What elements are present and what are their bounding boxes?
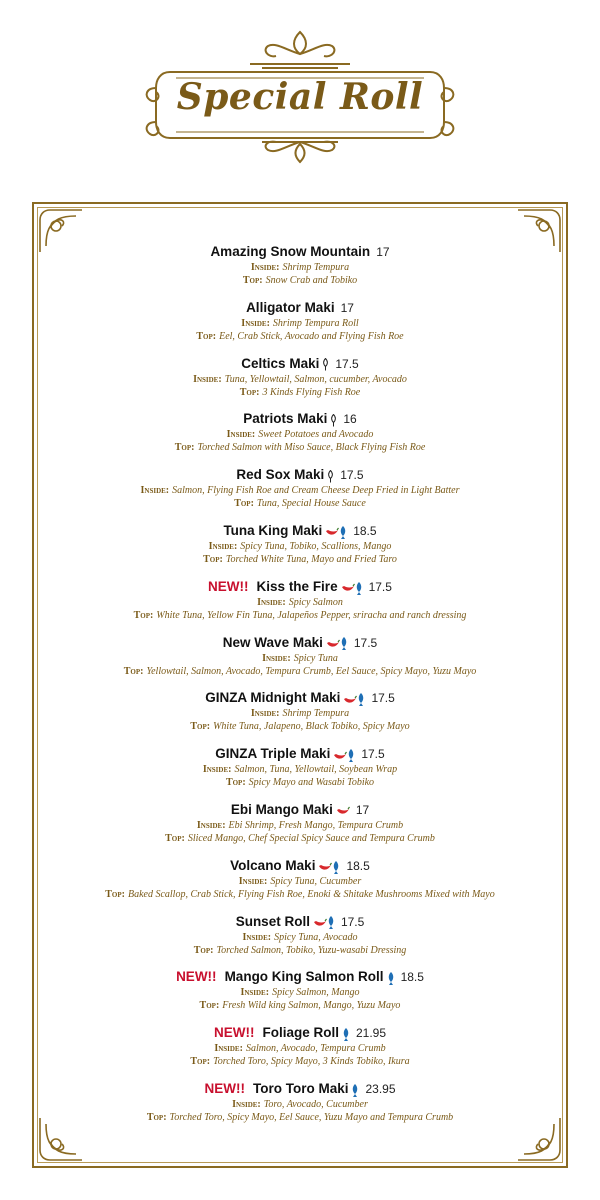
menu-item-name: GINZA Triple Maki: [215, 746, 331, 762]
menu-item-heading: [40, 744, 560, 763]
menu-item-price: 16: [343, 412, 357, 427]
inside-label: Inside:: [232, 1098, 261, 1110]
inside-text: Salmon, Tuna, Yellowtail, Soybean Wrap: [234, 764, 398, 776]
menu-item-heading: [40, 409, 560, 428]
menu-item-heading: [40, 354, 560, 373]
inside-label: Inside:: [214, 1043, 243, 1055]
menu-item-name: Volcano Maki: [230, 857, 316, 873]
inside-label: Inside:: [208, 540, 238, 552]
menu-item-name: Alligator Maki: [246, 299, 335, 315]
menu-item-inside: [40, 707, 560, 720]
menu-item-name: Mango King Salmon Roll: [224, 969, 384, 985]
menu-item-price: 17.5: [371, 691, 395, 706]
menu-item-price: 17.5: [340, 914, 365, 929]
menu-item-top: [40, 609, 560, 622]
chili-icon: [343, 695, 357, 705]
menu-item-top: [40, 330, 560, 343]
menu-item-inside: [40, 819, 560, 832]
top-label: Top:: [190, 721, 211, 733]
inside-label: Inside:: [193, 373, 222, 385]
leaf-icon: [327, 470, 334, 483]
top-text: Spicy Mayo and Wasabi Tobiko: [248, 777, 375, 789]
menu-item-name: GINZA Midnight Maki: [205, 690, 341, 706]
raw-fish-icon: [327, 916, 335, 929]
top-label: Top:: [174, 442, 195, 454]
menu-item-heading: [40, 465, 560, 484]
menu-item-top: [40, 497, 560, 510]
menu-item-icons: [313, 913, 335, 932]
leaf-icon: [322, 358, 329, 371]
menu-item-price: 17.5: [353, 635, 378, 650]
inside-text: Salmon, Flying Fish Roe and Cream Cheese Deep Fried in Light Batter: [172, 485, 460, 497]
chili-icon: [313, 918, 327, 928]
menu-item: [40, 1023, 560, 1079]
top-text: Yellowtail, Salmon, Avocado, Tempura Crumb, Eel Sauce, Spicy Mayo, Yuzu Mayo: [146, 665, 477, 677]
menu-item-inside: [40, 428, 560, 441]
menu-item: [40, 1079, 560, 1135]
menu-item-price: 18.5: [346, 858, 370, 873]
inside-text: Spicy Tuna, Cucumber: [270, 875, 362, 887]
menu-item: [40, 521, 560, 577]
menu-item-icons: [322, 355, 329, 374]
menu-item-inside: [40, 261, 560, 274]
top-text: 3 Kinds Flying Fish Roe: [262, 386, 361, 398]
top-text: Eel, Crab Stick, Avocado and Flying Fish Roe: [219, 330, 404, 342]
menu-item-top: [40, 1055, 560, 1068]
menu-item-inside: [40, 763, 560, 776]
top-text: Tuna, Special House Sauce: [256, 498, 366, 510]
top-text: Torched Salmon with Miso Sauce, Black Flying Fish Roe: [197, 442, 426, 454]
menu-item-name: Celtics Maki: [241, 355, 320, 371]
leaf-icon: [330, 414, 337, 427]
menu-item-heading: [40, 577, 560, 596]
menu-item-inside: [40, 540, 560, 553]
inside-label: Inside:: [140, 485, 170, 497]
chili-icon: [318, 862, 332, 872]
top-text: Fresh Wild king Salmon, Mango, Yuzu Mayo: [222, 1000, 401, 1012]
top-text: Torched Salmon, Tobiko, Yuzu-wasabi Dressing: [216, 944, 407, 956]
menu-item-heading: [40, 856, 560, 875]
menu-item-icons: [341, 578, 363, 597]
menu-item-price: 17.5: [368, 579, 392, 594]
menu-item-top: [40, 720, 560, 733]
menu-item-inside: [40, 875, 560, 888]
top-label: Top:: [242, 275, 263, 286]
menu-item-icons: [351, 1080, 359, 1099]
top-text: Torched White Tuna, Mayo and Fried Taro: [225, 553, 397, 565]
inside-label: Inside:: [238, 875, 268, 887]
menu-item-top: [40, 274, 560, 287]
menu-item-icons: [327, 466, 334, 485]
inside-text: Sweet Potatoes and Avocado: [258, 429, 374, 441]
menu-item-top: [40, 999, 560, 1012]
menu-item: [40, 912, 560, 968]
menu-item-icons: [343, 689, 365, 708]
top-text: Torched Toro, Spicy Mayo, 3 Kinds Tobiko, Ikura: [213, 1056, 410, 1068]
menu-item-price: 21.95: [355, 1026, 387, 1041]
menu-item-top: [40, 441, 560, 454]
inside-text: Shrimp Tempura Roll: [272, 317, 359, 329]
inside-text: Shrimp Tempura: [282, 708, 350, 720]
menu-item-icons: [336, 801, 350, 820]
menu-item-inside: [40, 986, 560, 999]
raw-fish-icon: [347, 749, 355, 762]
new-badge: NEW!!: [208, 578, 249, 594]
menu-item-top: [40, 776, 560, 789]
inside-text: Salmon, Avocado, Tempura Crumb: [245, 1043, 386, 1055]
top-label: Top:: [105, 888, 125, 900]
menu-item-heading: [40, 521, 560, 540]
menu-item: [40, 242, 560, 298]
top-label: Top:: [146, 1111, 167, 1123]
chili-icon: [336, 806, 350, 816]
menu-item-name: Ebi Mango Maki: [230, 801, 333, 817]
menu-item-inside: [40, 931, 560, 944]
menu-item-name: Foliage Roll: [262, 1025, 339, 1041]
menu-item: [40, 688, 560, 744]
menu-item: [40, 967, 560, 1023]
chili-icon: [341, 583, 355, 593]
inside-label: Inside:: [196, 819, 226, 831]
inside-label: Inside:: [257, 596, 286, 608]
menu-item-inside: [40, 1098, 560, 1111]
menu-item-name: Red Sox Maki: [236, 467, 325, 483]
menu-item-heading: [40, 912, 560, 931]
inside-label: Inside:: [226, 429, 256, 441]
inside-text: Spicy Tuna, Avocado: [274, 931, 358, 943]
inside-label: Inside:: [250, 262, 280, 273]
inside-label: Inside:: [202, 764, 232, 776]
inside-label: Inside:: [250, 708, 280, 720]
menu-item-name: New Wave Maki: [222, 634, 323, 650]
menu-item-price: 17.5: [361, 747, 385, 762]
top-text: White Tuna, Jalapeno, Black Tobiko, Spicy Mayo: [213, 721, 410, 733]
menu-item: [40, 409, 560, 465]
menu-item-top: [40, 1111, 560, 1124]
inside-text: Spicy Tuna: [293, 652, 338, 664]
menu-item-top: [40, 944, 560, 957]
top-label: Top:: [193, 944, 214, 956]
page-title: Special Roll: [176, 76, 424, 118]
inside-text: Shrimp Tempura: [282, 262, 350, 273]
top-text: Torched Toro, Spicy Mayo, Eel Sauce, Yuzu Mayo and Tempura Crumb: [169, 1111, 454, 1123]
menu-item-name: Kiss the Fire: [256, 578, 338, 594]
menu-item-top: [40, 553, 560, 566]
top-label: Top:: [234, 498, 254, 510]
top-text: Sliced Mango, Chef Special Spicy Sauce and Tempura Crumb: [187, 832, 435, 844]
top-text: Baked Scallop, Crab Stick, Flying Fish Roe, Enoki & Shitake Mushrooms Mixed with Mayo: [127, 888, 495, 900]
menu-item-price: 17: [355, 802, 370, 817]
menu-item: [40, 354, 560, 410]
menu-item-price: 17.5: [340, 468, 364, 483]
menu-item: [40, 577, 560, 633]
menu-items-list: [40, 242, 560, 1135]
menu-item-icons: [342, 1024, 350, 1043]
menu-item-name: Tuna King Maki: [223, 522, 323, 538]
inside-label: Inside:: [242, 931, 272, 943]
menu-item-heading: [40, 688, 560, 707]
menu-item-heading: [40, 1079, 560, 1098]
chili-icon: [325, 527, 339, 537]
menu-item-top: [40, 665, 560, 678]
inside-label: Inside:: [262, 652, 291, 664]
menu-item-price: 23.95: [365, 1081, 396, 1096]
menu-item: [40, 744, 560, 800]
menu-item-name: Patriots Maki: [243, 411, 328, 427]
menu-item-top: [40, 832, 560, 845]
inside-text: Spicy Salmon: [288, 596, 343, 608]
inside-text: Spicy Salmon, Mango: [272, 987, 360, 999]
menu-item-heading: [40, 242, 560, 261]
top-label: Top:: [190, 1056, 211, 1068]
menu-item-inside: [40, 596, 560, 609]
menu-item-heading: [40, 633, 560, 652]
menu-item-icons: [330, 410, 337, 429]
new-badge: NEW!!: [213, 1025, 255, 1041]
menu-item-price: 17: [340, 300, 354, 315]
top-label: Top:: [225, 777, 246, 789]
menu-item-inside: [40, 1042, 560, 1055]
menu-item-icons: [325, 522, 347, 541]
menu-item-inside: [40, 484, 560, 497]
raw-fish-icon: [339, 526, 347, 539]
top-label: Top:: [239, 386, 260, 398]
menu-item-top: [40, 386, 560, 399]
inside-text: Toro, Avocado, Cucumber: [263, 1098, 368, 1110]
new-badge: NEW!!: [176, 969, 217, 985]
top-text: Snow Crab and Tobiko: [265, 275, 358, 286]
menu-item-heading: [40, 1023, 560, 1042]
menu-item-heading: [40, 800, 560, 819]
menu-item-name: Toro Toro Maki: [252, 1080, 349, 1096]
chili-icon: [333, 751, 347, 761]
menu-item-price: 18.5: [400, 970, 424, 985]
new-badge: NEW!!: [204, 1080, 245, 1096]
menu-item: [40, 800, 560, 856]
menu-item-inside: [40, 652, 560, 665]
raw-fish-icon: [355, 582, 363, 595]
top-label: Top:: [123, 665, 144, 677]
top-label: Top:: [203, 553, 223, 565]
menu-item-icons: [387, 968, 395, 987]
inside-label: Inside:: [240, 987, 270, 999]
top-label: Top:: [133, 609, 154, 621]
raw-fish-icon: [387, 972, 395, 985]
menu-item-name: Amazing Snow Mountain: [210, 244, 371, 259]
menu-item: [40, 633, 560, 689]
menu-item: [40, 465, 560, 521]
menu-item-inside: [40, 317, 560, 330]
menu-item-icons: [333, 745, 355, 764]
menu-item-heading: [40, 967, 560, 986]
menu-item-heading: [40, 298, 560, 317]
menu-item-icons: [318, 857, 340, 876]
inside-text: Spicy Tuna, Tobiko, Scallions, Mango: [240, 540, 392, 552]
menu-item-price: 17: [376, 245, 390, 259]
menu-item: [40, 856, 560, 912]
raw-fish-icon: [340, 637, 348, 650]
raw-fish-icon: [351, 1084, 359, 1097]
raw-fish-icon: [332, 861, 340, 874]
top-label: Top:: [199, 1000, 220, 1012]
menu-item-inside: [40, 373, 560, 386]
menu-item: [40, 298, 560, 354]
menu-item-price: 18.5: [353, 523, 377, 538]
menu-item-name: Sunset Roll: [235, 913, 310, 929]
inside-text: Ebi Shrimp, Fresh Mango, Tempura Crumb: [228, 819, 404, 831]
menu-item-top: [40, 888, 560, 901]
inside-text: Tuna, Yellowtail, Salmon, cucumber, Avocado: [224, 373, 407, 385]
raw-fish-icon: [342, 1028, 350, 1041]
menu-item-price: 17.5: [335, 356, 359, 371]
top-label: Top:: [165, 832, 185, 844]
top-text: White Tuna, Yellow Fin Tuna, Jalapeños Pepper, sriracha and ranch dressing: [156, 609, 467, 621]
chili-icon: [326, 639, 340, 649]
raw-fish-icon: [357, 693, 365, 706]
top-label: Top:: [196, 330, 217, 342]
menu-item-icons: [326, 634, 348, 653]
inside-label: Inside:: [241, 317, 270, 329]
